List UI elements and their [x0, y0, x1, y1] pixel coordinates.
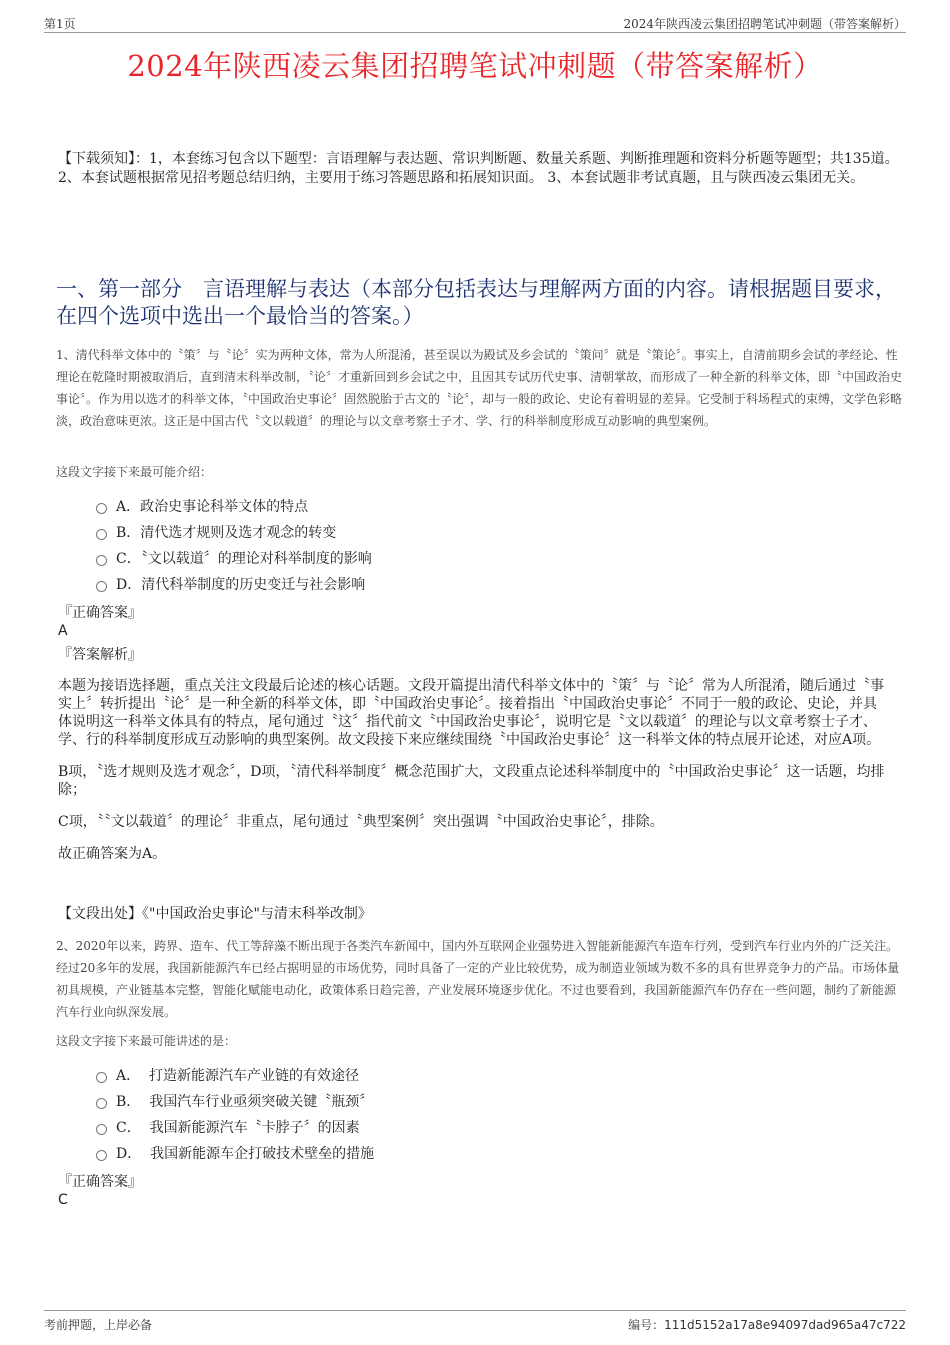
footer-code-label: 编号：: [628, 1318, 665, 1332]
option-label: C．〝文以载道〞的理论对科举制度的影响: [116, 551, 372, 567]
option-label: B． 我国汽车行业亟须突破关键〝瓶颈〞: [116, 1094, 374, 1110]
question-1-analysis-label: 『答案解析』: [58, 647, 142, 663]
header-doc-title: 2024年陕西凌云集团招聘笔试冲刺题（带答案解析）: [623, 17, 906, 31]
question-1-option-b[interactable]: [96, 519, 372, 545]
option-label: A． 打造新能源汽车产业链的有效途径: [116, 1068, 360, 1084]
question-2-answer-label: 『正确答案』: [58, 1174, 142, 1190]
question-1-answer: A: [58, 623, 68, 639]
page-header: [44, 12, 906, 33]
radio-button[interactable]: [96, 503, 107, 514]
footer-slogan: 考前押题，上岸必备: [44, 1318, 153, 1332]
analysis-paragraph: B项，〝选才规则及选才观念〞，D项，〝清代科举制度〞概念范围扩大，文段重点论述科举制度中的〝中国政治史事论〞这一话题，均排除；: [58, 764, 885, 798]
analysis-paragraph: C项，〝〝文以载道〞的理论〞非重点，尾句通过〝典型案例〞突出强调〝中国政治史事论〞，排除。: [58, 814, 664, 830]
option-label: B．清代选才规则及选才观念的转变: [116, 525, 337, 541]
option-label: A．政治史事论科举文体的特点: [116, 499, 309, 515]
question-2-answer: C: [58, 1192, 68, 1208]
section-title: 一、第一部分 言语理解与表达（本部分包括表达与理解两方面的内容。请根据题目要求，在四个选项中选出一个最恰当的答案。）: [56, 277, 896, 328]
analysis-paragraph: 故正确答案为A。: [58, 846, 167, 862]
question-1-stem: 1、清代科举文体中的〝策〞与〝论〞实为两种文体，常为人所混淆，甚至误以为殿试及乡会试的〝策问〞就是〝策论〞。事实上，自清前期乡会试的孝经论、性理论在乾隆时期被取消后，直到清末科举改制，〝论〞才重新回到乡会试之中，且因其专试历代史事、清朝掌故，而形成了一种全新的科举文体，即〝中国政治史事论〞。作为用以选才的科举文体，〝中国政治史事论〞固然脱胎于古文的〝论〞，却与一般的政论、史论有着明显的差异。它受制于科场程式的束缚，文学色彩略淡，政治意味更浓。这正是中国古代〝文以载道〞的理论与以文章考察士子才、学、行的科举制度形成互动影响的典型案例。: [56, 348, 903, 428]
question-1-source: 【文段出处】《"中国政治史事论"与清末科举改制》: [58, 906, 372, 922]
footer-code-value: 111d5152a17a8e94097dad965a47c722: [664, 1318, 906, 1332]
footer-code: [628, 1316, 906, 1333]
radio-button[interactable]: [96, 1072, 107, 1083]
radio-button[interactable]: [96, 1124, 107, 1135]
question-1-options: [96, 493, 372, 597]
analysis-paragraph: 本题为接语选择题，重点关注文段最后论述的核心话题。文段开篇提出清代科举文体中的〝策〞与〝论〞常为人所混淆，随后通过〝事实上〞转折提出〝论〞是一种全新的科举文体，即〝中国政治史事论〞。接着指出〝中国政治史事论〞不同于一般的政论、史论，并具体说明这一科举文体具有的特点，尾句通过〝这〞指代前文〝中国政治史事论〞，说明它是〝文以载道〞的理论与以文章考察士子才、学、行的科举制度形成互动影响的典型案例。故文段接下来应继续围绕〝中国政治史事论〞这一科举文体的特点展开论述，对应A项。: [58, 678, 884, 748]
question-2-option-c[interactable]: [96, 1114, 374, 1140]
page-footer: [44, 1310, 906, 1333]
radio-button[interactable]: [96, 529, 107, 540]
question-1-option-a[interactable]: [96, 493, 372, 519]
question-1-answer-label: 『正确答案』: [58, 605, 142, 621]
document-title: 2024年陕西凌云集团招聘笔试冲刺题（带答案解析）: [127, 49, 823, 83]
radio-button[interactable]: [96, 1098, 107, 1109]
question-2-prompt: 这段文字接下来最可能讲述的是：: [56, 1034, 237, 1048]
question-1-prompt: 这段文字接下来最可能介绍：: [56, 465, 213, 479]
question-2-option-a[interactable]: [96, 1062, 374, 1088]
question-2-options: [96, 1062, 374, 1166]
question-1-option-d[interactable]: [96, 571, 372, 597]
radio-button[interactable]: [96, 581, 107, 592]
question-1-analysis: [58, 677, 888, 877]
question-2-stem: 2、2020年以来，跨界、造车、代工等辞藻不断出现于各类汽车新闻中，国内外互联网企业强势进入智能新能源汽车造车行列，受到汽车行业内外的广泛关注。经过20多年的发展，我国新能源汽车已经占据明显的市场优势，同时具备了一定的产业比较优势，成为制造业领域为数不多的具有世界竞争力的产品。市场体量初具规模，产业链基本完整，智能化赋能电动化，政策体系日趋完善，产业发展环境逐步优化。不过也要看到，我国新能源汽车仍存在一些问题，制约了新能源汽车行业向纵深发展。: [56, 939, 900, 1019]
radio-button[interactable]: [96, 555, 107, 566]
option-label: D． 我国新能源车企打破技术壁垒的措施: [116, 1146, 375, 1162]
question-2-option-d[interactable]: [96, 1140, 374, 1166]
download-notice: 【下载须知】：1，本套练习包含以下题型：言语理解与表达题、常识判断题、数量关系题、判断推理题和资料分析题等题型；共135道。 2、本套试题根据常见招考题总结归纳，主要用于练习答题思路和拓展知识面。 3、本套试题非考试真题，且与陕西凌云集团无关。: [58, 151, 899, 186]
question-1-option-c[interactable]: [96, 545, 372, 571]
question-2-option-b[interactable]: [96, 1088, 374, 1114]
option-label: D．清代科举制度的历史变迁与社会影响: [116, 577, 366, 593]
radio-button[interactable]: [96, 1150, 107, 1161]
page-number: 第1页: [44, 17, 76, 31]
option-label: C． 我国新能源汽车〝卡脖子〞的因素: [116, 1120, 360, 1136]
